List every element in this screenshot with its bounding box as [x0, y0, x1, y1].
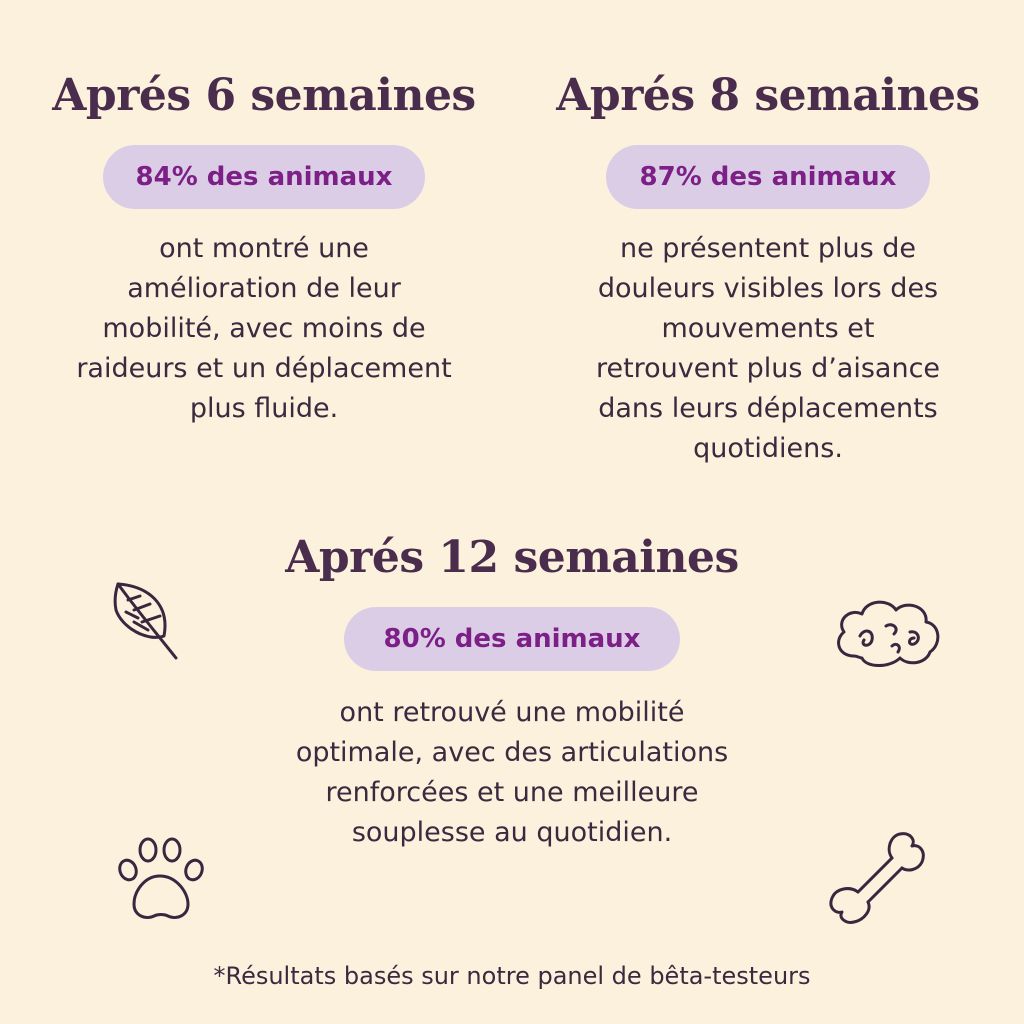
section-heading: Aprés 12 semaines [285, 532, 739, 583]
footnote: *Résultats basés sur notre panel de bêta-testeurs [213, 962, 811, 990]
section-heading: Aprés 6 semaines [52, 70, 476, 121]
stat-badge: 80% des animaux [344, 607, 680, 671]
section-description: ne présentent plus de douleurs visibles lors des mouvements et retrouvent plus d’aisance dans leurs déplacements quotidiens. [595, 233, 941, 464]
section-8-weeks [540, 70, 996, 469]
stat-badge: 84% des animaux [103, 145, 425, 209]
leaf-icon [108, 578, 184, 664]
bone-icon [824, 826, 928, 926]
stat-badge: 87% des animaux [606, 145, 930, 209]
section-heading: Aprés 8 semaines [556, 70, 980, 121]
cloud-icon [830, 596, 946, 672]
paw-icon [114, 836, 208, 926]
section-description: ont montré une amélioration de leur mobilité, avec moins de raideurs et un déplacement plus fluide. [76, 233, 452, 424]
section-6-weeks [32, 70, 496, 429]
section-12-weeks [212, 532, 812, 853]
section-description: ont retrouvé une mobilité optimale, avec des articulations renforcées et une meilleure souplesse au quotidien. [295, 697, 729, 848]
